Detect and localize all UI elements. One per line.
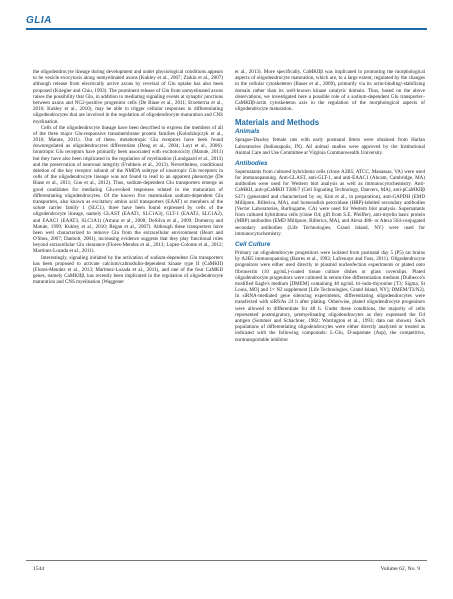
subheading-cell-culture: Cell Culture <box>235 240 271 248</box>
cell-culture-paragraph: Primary rat oligodendrocyte progenitors were isolated from postnatal day 5 (P5) rat brains by A2B5 immunopanning (Barres et al., 1992; Lafrenaye and Fuss, 2011). Oligodendrocyte progenitors were either used directly in plasmid nucleofection experiments or plated onto fibronectin (10 μg/mL)-coated tissue culture dishes or glass coverslips. Plated oligodendrocyte progenitors were cultured in serum-free differentiation medium (Dulbecco's modified Eagle's medium [DMEM] containing 40 ng/mL tri-iodo-thyronine [T3; Sigma, St Louis, MO] and 1× N2 supplement [Life Technologies, Grand Island, NY]; DMEM/T3/N2). In siRNA-mediated gene silencing experiments, differentiating oligodendrocytes were transfected with siRNAs 24 h after plating. Otherwise, plated oligodendrocyte progenitors were allowed to differentiate for 48 h. Under these conditions, the majority of cells represented postmigratory, premyelinating oligodendrocytes as they expressed the O4 antigen (Sommer and Schachner, 1982; Warrington et al., 1993; data not shown). Such populations of differentiating oligodendrocytes were either directly analyzed or treated as indicated with the following compounds: L-Glu, D-aspartate (Asp), the competitive, nontransportable inhibitor <box>235 249 425 343</box>
subheading-animals: Animals <box>235 128 260 136</box>
footer-rule <box>26 560 427 561</box>
section-heading-methods: Materials and Methods <box>235 118 320 128</box>
journal-title: GLIA <box>26 15 52 26</box>
subheading-antibodies: Antibodies <box>235 159 268 167</box>
right-column <box>235 69 425 343</box>
left-paragraph-1: the oligodendrocyte lineage during development and under physiological conditions appears to be vesicle exocytosis along unmyelinated axons (Kukley et al., 2007; Ziskin et al., 2007) although release from electrically active axons by reversal of Glu uptake has also been proposed (Kriegler and Chiu, 1993). The prominent release of Glu from unmyelinated axons raises the possibility that Glu, in addition to mediating signaling events at synaptic junctions between axons and NG2-positive progenitor cells (De Biase et al., 2011; Etxeberria et al., 2010; Kukley et al., 2010), may be able to trigger cellular responses in differentiating oligodendrocytes that are involved in the regulation of oligodendrocyte maturation and CNS myelination. <box>33 69 223 125</box>
left-paragraph-2: Cells of the oligodendrocyte lineage have been described to express the members of all of the three major Glu-responsive transmembrane protein families (Kolodziejczyk et al., 2010; Matute, 2011). Out of these, metabotropic Glu receptors have been found downregulated as oligodendrocytes differentiate (Deng et al., 2004; Luyt et al., 2006). Ionotropic Glu receptors have primarily been associated with excitotoxicity (Matute, 2011) but they have also been implicated in the regulation of myelination (Lundgaard et al., 2013) and the preservation of neuronal integrity (Fruhbeis et al., 2013). Nevertheless, conditional deletion of the key receptor subunit of the NMDA subtype of ionotropic Glu receptors in cells of the oligodendrocyte lineage was not found to lead to an apparent phenotype (De Biase et al., 2011; Guo et al., 2012). Thus, sodium-dependent Glu transporters emerge as good candidates for mediating Glu-evoked responses related to the maturation of differentiating oligodendrocytes. Of the known five mammalian sodium-dependent Glu transporters, also known as excitatory amino acid transporters (EAAT) or members of the solute carrier family 1 (SLC1), three have been found expressed by cells of the oligodendrocyte lineage, namely GLAST (EAAT1, SLC1A3), GLT-1 (EAAT2, SLC1A2), and EAAC1 (EAAT3, SLC1A1) (Arranz et al., 2008; DeSilva et al., 2009; Domercq and Matute, 1999; Kukley et al., 2010; Regan et al., 2007). Although these transporters have been well characterized to remove Glu from the extracellular environment (Beart and O'Shea, 2007; Danbolt, 2001), increasing evidence suggests that they play functional roles beyond extracellular Glu clearance (Flores-Mendez et al., 2013; Lopez-Colome et al., 2012; Martinez-Lozada et al., 2011). <box>33 124 223 255</box>
page-number: 1544 <box>33 566 45 572</box>
antibodies-paragraph: Supernatants from cultured hybridoma cells (clone A2B5; ATCC, Manassas, VA) were used for immunopanning. Anti-GLAST, anti-GLT-1, and anti-EAAC1 (Abcam, Cambridge, MA) antibodies were used for Western blot analysis as well as immunocytochemistry. Anti-CaMKII, anti-pCaMKII T286/7 (Cell Signaling Technology, Danvers, MA), anti-pCaMKIIβ S371 (generated and characterized by us; Kim et al., in preparation), anti-GAPDH (EMD Millipore, Billerica, MA), and horseradish peroxidase (HRP)-labeled secondary antibodies (Vector Laboratories, Burlingame, CA) were used for Western blot analysis. Supernatants from cultured hybridoma cells (clone O4; gift from S.E. Pfeiffer), anti-myelin basic protein (MBP) antibodies (EMD Millipore, Billerica, MA), and Alexa 488- or Alexa 564-conjugated secondary antibodies (Life Technologies, Grand Island, NY) were used for immunocytochemistry. <box>235 168 425 237</box>
volume-issue: Volume 62, No. 9 <box>380 566 420 572</box>
animals-paragraph: Sprague-Dawley female rats with early postnatal litters were obtained from Harlan Laboratories (Indianapolis, IN). All animal studies were approved by the Institutional Animal Care and Use Committee at Virginia Commonwealth University. <box>235 137 425 156</box>
left-column <box>33 69 223 286</box>
header-rule <box>26 28 427 30</box>
left-paragraph-3: Interestingly, signaling initiated by the activation of sodium-dependent Glu transporters has been proposed to activate calcium/calmodulin-dependent kinase type II (CaMKII) (Flores-Mendez et al., 2013; Martinez-Lozada et al., 2011), and one of the four CaMKII genes, namely CaMKIIβ, has recently been implicated in the regulation of oligodendrocyte maturation and CNS myelination (Waggener <box>33 254 223 286</box>
right-paragraph-1: et al., 2013). More specifically, CaMKIIβ was implicated in promoting the morphological aspects of oligodendrocyte maturation, which are, to a large extent, regulated by the changes in the cellular cytoskeleton (Bauer et al., 2009), primarily via its actin-binding/-stabilizing domain rather than its well-known kinase catalytic domain. Thus, based on the above observations, we investigated here a possible role of a sodium-dependent Glu transporter–CaMKIIβ-actin cytoskeleton axis in the regulation of the morphological aspects of oligodendrocyte maturation. <box>235 69 425 113</box>
